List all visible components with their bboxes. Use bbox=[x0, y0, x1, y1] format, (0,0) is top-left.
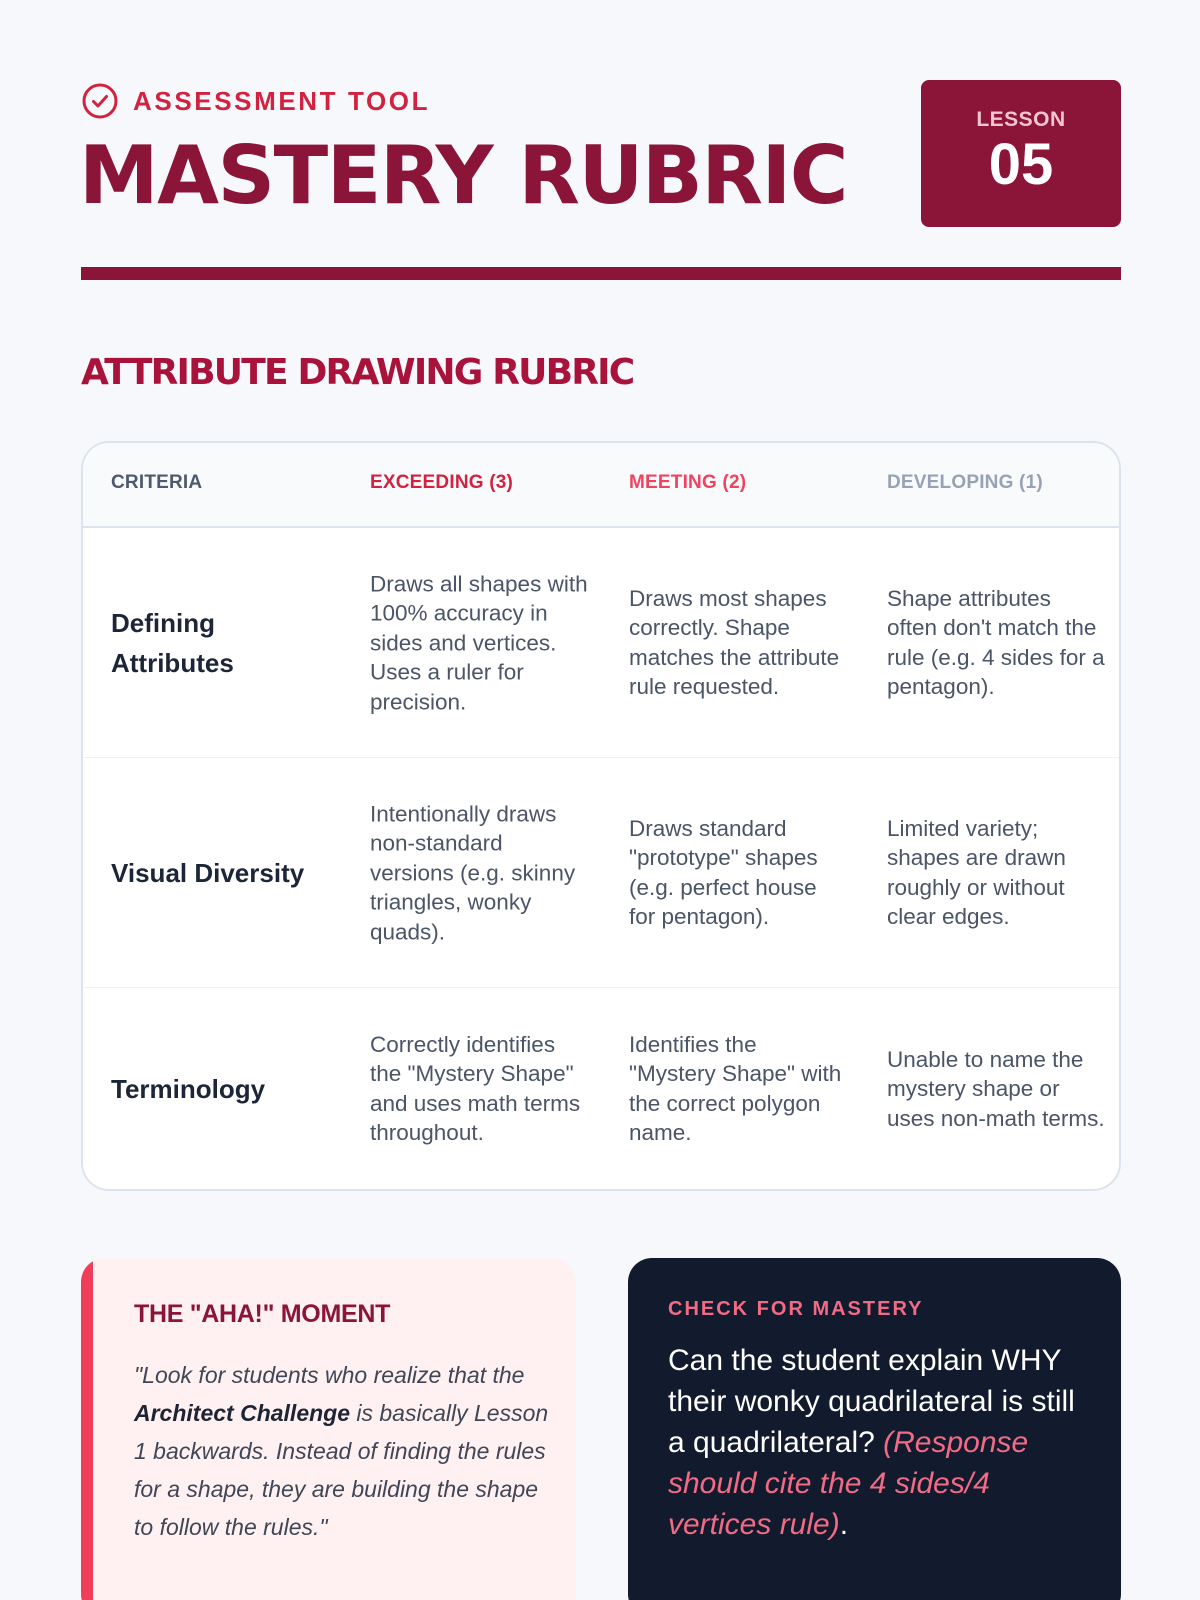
column-header-exceeding: EXCEEDING (3) bbox=[370, 472, 514, 493]
rubric-table bbox=[81, 441, 1121, 1191]
mastery-question bbox=[668, 1340, 1078, 1545]
criteria-label: Defining Attributes bbox=[111, 607, 234, 678]
exceeding-cell: Intentionally draws non-standard versions (e.g. skinny triangles, wonky quads). bbox=[370, 800, 576, 944]
column-header-criteria: CRITERIA bbox=[111, 472, 203, 493]
check-circle-icon bbox=[81, 82, 119, 120]
aha-quote bbox=[134, 1356, 549, 1546]
column-header-meeting: MEETING (2) bbox=[629, 472, 747, 493]
criteria-label: Visual Diversity bbox=[111, 857, 305, 888]
check-for-mastery-card bbox=[628, 1258, 1121, 1600]
mastery-question-text: Can the student explain WHY their wonky quadrilateral is still a quadrilateral? bbox=[668, 1344, 1075, 1459]
meeting-cell: Identifies the "Mystery Shape" with the correct polygon name. bbox=[629, 1031, 842, 1145]
exceeding-cell: Correctly identifies the "Mystery Shape" and uses math terms throughout. bbox=[370, 1031, 581, 1145]
table-row bbox=[83, 758, 1119, 988]
mastery-question-end: . bbox=[839, 1508, 849, 1541]
rubric-header-row bbox=[83, 443, 1119, 528]
criteria-label: Terminology bbox=[111, 1073, 266, 1104]
aha-quote-end: is basically Lesson 1 backwards. Instead of finding the rules for a shape, they are building the shape to follow the rules." bbox=[134, 1400, 549, 1540]
lesson-badge bbox=[921, 80, 1121, 227]
mastery-label: CHECK FOR MASTERY bbox=[668, 1298, 924, 1320]
eyebrow bbox=[81, 82, 430, 120]
exceeding-cell: Draws all shapes with 100% accuracy in sides and vertices. Uses a ruler for precision. bbox=[370, 570, 588, 714]
lesson-label: LESSON bbox=[976, 108, 1066, 131]
page-header bbox=[81, 80, 1121, 280]
developing-cell: Limited variety; shapes are drawn roughly or without clear edges. bbox=[887, 815, 1066, 929]
table-row bbox=[83, 528, 1119, 758]
aha-title: THE "AHA!" MOMENT bbox=[134, 1300, 391, 1328]
meeting-cell: Draws most shapes correctly. Shape matches the attribute rule requested. bbox=[629, 585, 840, 699]
developing-cell: Shape attributes often don't match the rule (e.g. 4 sides for a pentagon). bbox=[887, 585, 1105, 699]
developing-cell: Unable to name the mystery shape or uses non-math terms. bbox=[887, 1046, 1105, 1131]
aha-quote-emphasis: Architect Challenge bbox=[134, 1400, 350, 1426]
mastery-expected-response: (Response should cite the 4 sides/4 vertices rule) bbox=[668, 1426, 1029, 1541]
page-title: MASTERY RUBRIC bbox=[79, 129, 847, 222]
aha-quote-start: "Look for students who realize that the bbox=[134, 1362, 525, 1388]
table-row bbox=[83, 988, 1119, 1189]
meeting-cell: Draws standard "prototype" shapes (e.g. perfect house for pentagon). bbox=[629, 815, 818, 929]
section-title: ATTRIBUTE DRAWING RUBRIC bbox=[81, 352, 634, 393]
column-header-developing: DEVELOPING (1) bbox=[887, 472, 1043, 493]
eyebrow-label: ASSESSMENT TOOL bbox=[133, 85, 431, 116]
aha-moment-card bbox=[81, 1258, 576, 1600]
header-divider bbox=[81, 267, 1121, 280]
lesson-number: 05 bbox=[988, 132, 1054, 197]
